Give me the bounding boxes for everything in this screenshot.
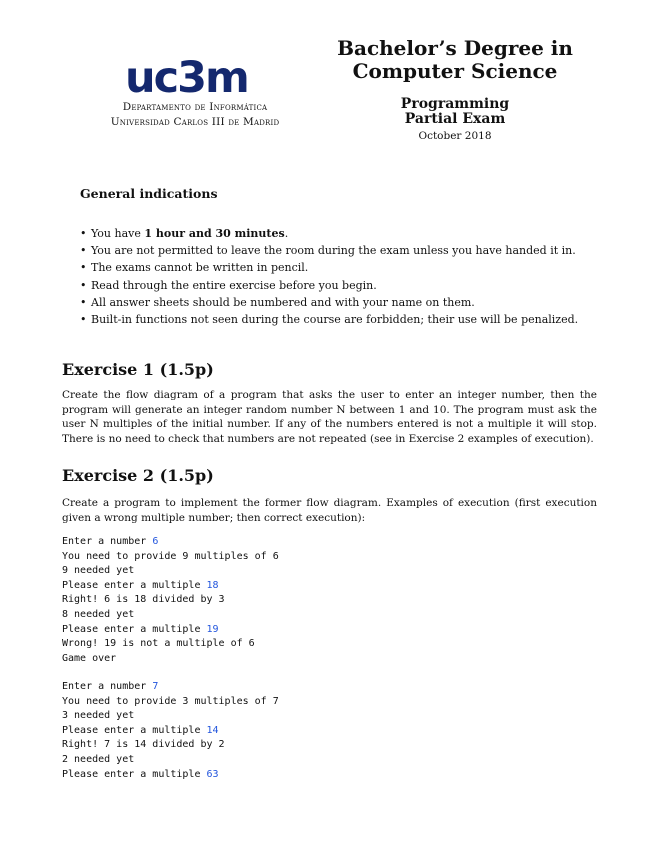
indication-item: • All answer sheets should be numbered and with your name on them. <box>80 294 578 311</box>
degree-line-1: Bachelor’s Degree in <box>337 36 573 60</box>
console-line: Enter a number 7 <box>62 681 159 692</box>
console-line: Wrong! 19 is not a multiple of 6 <box>62 638 255 650</box>
logo-text: uc3m <box>125 58 248 96</box>
indication-item: • The exams cannot be written in pencil. <box>80 259 578 276</box>
console-line: Enter a number 6 <box>62 536 159 547</box>
bullet-icon: • <box>80 295 87 309</box>
degree-line-2: Computer Science <box>352 59 558 83</box>
console-line: Please enter a multiple 18 <box>62 579 219 591</box>
bullet-icon: • <box>80 227 87 240</box>
exercise-1-text: Create the flow diagram of a program that asks the user to enter an integer number, then the program will generate an integer random number N between 1 and 10. The program must ask the user N multiples of the initial number. If any of the numbers entered is not a multiple it will stop. There is no need to check that numbers are not repeated (see in Exercise 2 examples of execution). <box>62 389 597 445</box>
exam-line-2: Partial Exam <box>404 111 506 127</box>
indication-item: • Built-in functions not seen during the course are forbidden; their use will be penalized. <box>80 311 578 328</box>
bullet-icon: • <box>80 313 87 327</box>
bullet-icon: • <box>80 261 87 275</box>
execution-example-2 <box>62 680 279 782</box>
console-line: Right! 7 is 14 divided by 2 <box>62 739 225 751</box>
exam-date: October 2018 <box>418 130 492 142</box>
user-input: 6 <box>152 536 159 547</box>
user-input: 63 <box>206 768 219 780</box>
console-line: Please enter a multiple 19 <box>62 623 219 635</box>
exercise-2-title: Exercise 2 (1.5p) <box>62 466 214 485</box>
uc3m-logo <box>125 58 265 96</box>
indications-list <box>80 225 578 328</box>
bullet-icon: • <box>80 244 87 258</box>
university-name: Universidad Carlos III de Madrid <box>110 116 280 128</box>
user-input: 14 <box>206 724 219 736</box>
exercise-1-title: Exercise 1 (1.5p) <box>62 360 214 379</box>
console-line: You need to provide 3 multiples of 7 <box>62 695 279 707</box>
department-block <box>80 100 310 130</box>
user-input: 19 <box>206 623 219 635</box>
console-line: Please enter a multiple 63 <box>62 768 219 780</box>
exam-title <box>355 97 555 127</box>
indications-title: General indications <box>80 186 218 201</box>
console-line: 9 needed yet <box>62 565 135 577</box>
console-line: 3 needed yet <box>62 710 135 722</box>
console-line: 8 needed yet <box>62 608 135 620</box>
degree-title <box>315 37 595 83</box>
user-input: 18 <box>206 579 219 591</box>
bullet-icon: • <box>80 278 87 292</box>
indication-item: • You are not permitted to leave the room during the exam unless you have handed it in. <box>80 242 578 259</box>
console-line: You need to provide 9 multiples of 6 <box>62 550 279 562</box>
exercise-2-text: Create a program to implement the former flow diagram. Examples of execution (first execution given a wrong multiple number; then correct execution): <box>62 497 597 524</box>
console-line: Game over <box>62 652 117 664</box>
exam-line-1: Programming <box>400 96 510 112</box>
indication-item: • You have 1 hour and 30 minutes. <box>80 225 578 242</box>
console-line: Please enter a multiple 14 <box>62 724 219 736</box>
department-name: Departamento de Informática <box>122 101 268 113</box>
console-line: Right! 6 is 18 divided by 3 <box>62 594 225 606</box>
indication-item: • Read through the entire exercise before you begin. <box>80 277 578 294</box>
console-line: 2 needed yet <box>62 753 135 765</box>
execution-example-1 <box>62 535 279 666</box>
user-input: 7 <box>152 681 159 692</box>
